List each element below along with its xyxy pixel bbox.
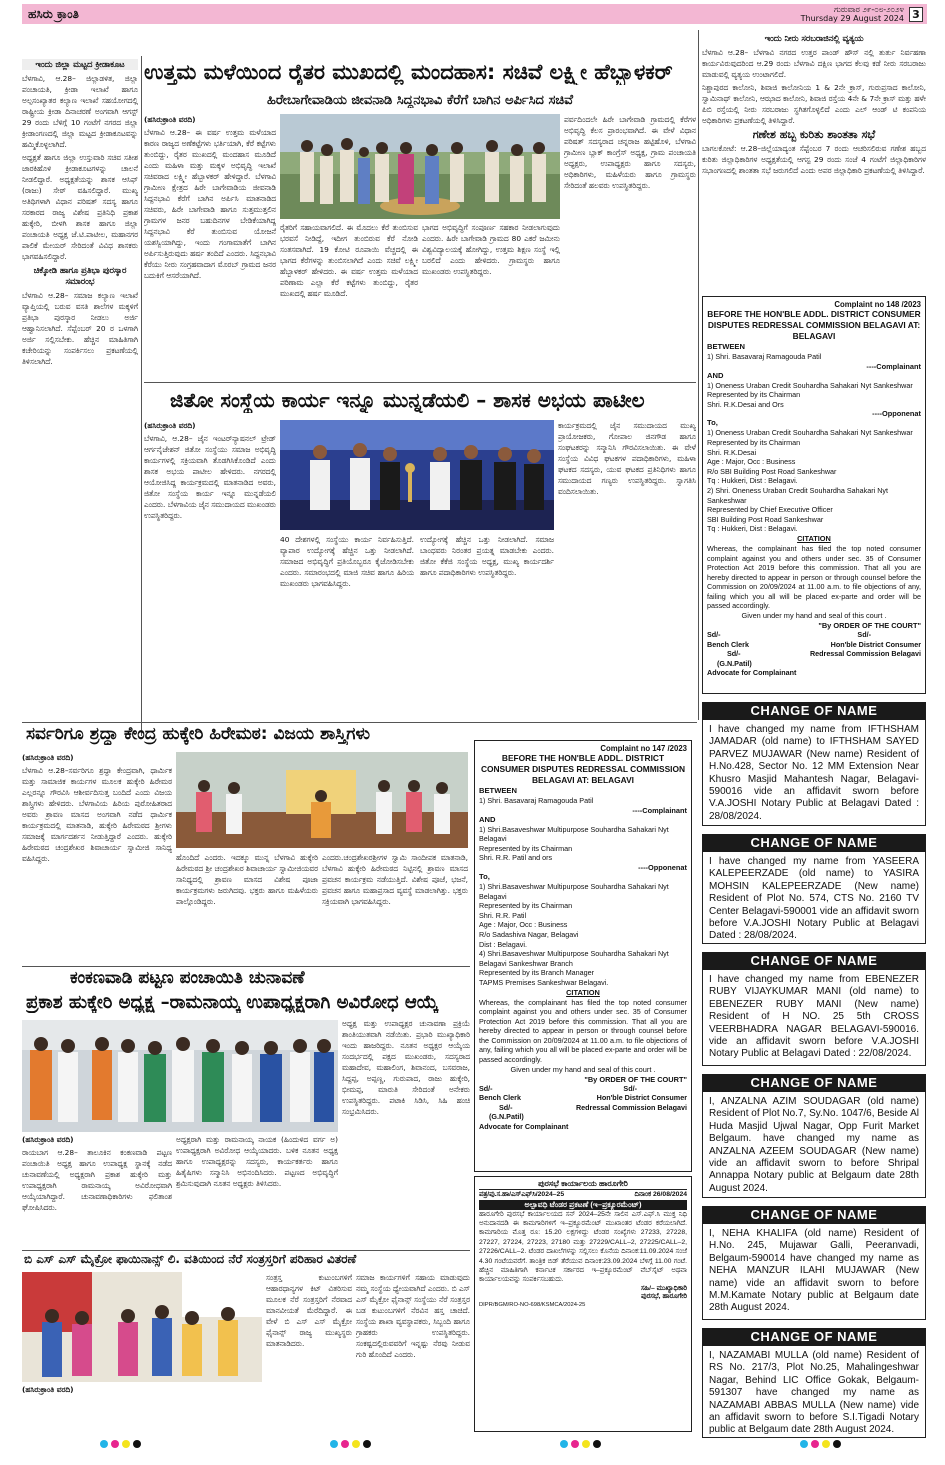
story2-body: ಕಾರ್ಯಕ್ರಮದಲ್ಲಿ ಜೈನ ಸಮುದಾಯದ ಮುಖ್ಯ ಪ್ರಾಯೋಜಕರು, ಗೋಪಾಲ ಜಿನಗೌಡ ಹಾಗೂ ಸಂಘಟಕರನ್ನು ಸನ್ಮಾನಿಸಿ ಗೌರವಿಸಲಾಯಿತು. ಈ ವೇಳೆ ಸಂಸ್ಥೆಯ ವಿವಿಧ ಘಟಕಗಳ ಪದಾಧಿಕಾರಿಗಳು, ಮಹಿಳಾ ಘಟಕದ ಸದಸ್ಯರು, ಯುವ ಘಟಕದ ಪ್ರತಿನಿಧಿಗಳು ಹಾಗೂ ಸಮುದಾಯದ ಗಣ್ಯರು ಉಪಸ್ಥಿತರಿದ್ದರು. ಸ್ವಾಗತಿಸಿ ವಂದಿಸಲಾಯಿತು. <box>558 421 696 496</box>
dateline: (ಹಸಿರುಕ್ರಾಂತಿ ವರದಿ) <box>144 115 196 124</box>
sd-left: Sd/- <box>707 630 721 640</box>
to-line: R/o SBI Building Post Road Sankeshwar <box>707 466 837 476</box>
left-brief-title: ಇಂದು ಜಿಲ್ಲಾ ಮಟ್ಟದ ಕ್ರೀಡಾಕೂಟ <box>22 59 138 70</box>
story3-body: ಎಂದರು.ಚಂದ್ರಶೇಖರಶ್ರೀಗಳ ಸ್ವಾಮಿ ಸಾಂದೀಪಕ ಮಾತನಾಡಿ, ಬೆಳಗಾವಿ ಹುಕ್ಕೇರಿ ಹಿರೇಮಠದ ನಿಟ್ಟಿನಲ್ಲಿ ಶ್ರಾವಣ ಮಾಸದ ಪ್ರವಚನ ಕಾರ್ಯಕ್ರಮ ನಡೆಯುತ್ತಿದೆ. ವಿಶೇಷ ಪೂಜೆ, ಭಜನೆ, ಪ್ರವಚನ ಹಾಗೂ ಮಹಾಪ್ರಸಾದ ವ್ಯವಸ್ಥೆ ಮಾಡಲಾಗಿತ್ತು. ಭಕ್ತರು ಸಕ್ರಿಯವಾಗಿ ಭಾಗವಹಿಸಿದ್ದರು. <box>322 853 468 906</box>
change-of-name-heading: CHANGE OF NAME <box>702 1074 926 1092</box>
redress-line: Redressal Commission Belagavi <box>575 1102 687 1112</box>
story2-column-2 <box>280 534 414 720</box>
court-title: BEFORE THE HON'BLE ADDL. DISTRICT CONSUMER DISPUTES REDRESSAL COMMISSION BELAGAVI AT: BELAGAVI <box>707 309 921 341</box>
opponent-rep: Represented by its Chairman <box>479 843 573 853</box>
lead-headline: ಉತ್ತಮ ಮಳೆಯಿಂದ ರೈತರ ಮುಖದಲ್ಲಿ ಮಂದಹಾಸ: ಸಚಿವೆ ಲಕ್ಷ್ಮೀ ಹೆಬ್ಬಾಳಕರ್ <box>144 60 673 84</box>
change-of-name-body: I, ANZALNA AZIM SOUDAGAR (old name) Resident of Plot No.7, Sy.No. 1047/6, Beside Al Huda Masjid Ujwal Nagar, Opp Furit Market Belgaum. have changed my name as ANZALNA AZEEM SOUDAGAR (New name) vide an affidavit sworn to before Shripal Annappa Notary public at Belgaum date 28th August 2024. <box>702 1092 926 1198</box>
story3-body: ಬೆಳಗಾವಿ ಆ.28–ಸರ್ವರಿಗೂ ಶ್ರದ್ಧಾ ಕೇಂದ್ರವಾಗಿ, ಧಾರ್ಮಿಕ ಮತ್ತು ಸಾಮಾಜಿಕ ಕಾರ್ಯಗಳ ಮೂಲಕ ಹುಕ್ಕೇರಿ ಹಿರೇಮಠ ಎಲ್ಲರನ್ನೂ ಗೌರವಿಸಿ ಆಶೀರ್ವದಿಸುತ್ತ ಬಂದಿದೆ ಎಂದು ವಿಜಯ ಶಾಸ್ತ್ರಿಗಳು ಹೇಳಿದರು. ಬೆಳಗಾವಿಯ ಹಿರಿಯ ಪುರೋಹಿತರಾದ ಅವರು ಶ್ರಾವಣ ಮಾಸದ ಅಂಗವಾಗಿ ನಡೆದ ಧಾರ್ಮಿಕ ಕಾರ್ಯಕ್ರಮದಲ್ಲಿ ಮಾತನಾಡಿ, ಹುಕ್ಕೇರಿ ಹಿರೇಮಠದ ಶ್ರೀಗಳು ಸಮಾಜಕ್ಕೆ ಮಾರ್ಗದರ್ಶನ ನೀಡುತ್ತಿದ್ದಾರೆ ಎಂದರು. ಹುಕ್ಕೇರಿ ಹಿರೇಮಠದ ಚಂದ್ರಶೇಖರ ಶಿವಾಚಾರ್ಯ ಸ್ವಾಮೀಜಿ ಸಾನಿಧ್ಯ ವಹಿಸಿದ್ದರು. <box>22 766 172 863</box>
right-brief-para: ನಿಶ್ಚಾಪುರದ ಕಾಲೋನಿ, ಶಿವಾಜಿ ಕಾಲೋನಿಯ 1 & 2ನೇ ಕ್ರಾಸ್, ಗುರುಪ್ರಸಾದ ಕಾಲೋನಿ, ಸ್ವಾಮಿನಾಥ್ ಕಾಲೋನಿ, ಆಝಾದ ಕಾಲೋನಿ, ಶಿವಾಜಿ ರಸ್ತೆಯ 4ನೇ & 7ನೇ ಕ್ರಾಸ್ ಮತ್ತು ಹಳೇ ಪಿಬಿ ರಸ್ತೆಯಲ್ಲಿ ನೀರು ಸರಬರಾಜು ಸ್ಥಗಿತಗೊಳ್ಳಲಿದೆ ಎಂದು ಎಲ್ ಆಂಡ್ ಟಿ ಕಂಪನಿಯ ಅಧಿಕಾರಿಗಳು ಪ್ರಕಟಣೆಯಲ್ಲಿ ತಿಳಿಸಿದ್ದಾರೆ. <box>702 83 926 125</box>
to-line: Tq : Hukkeri, Dist : Belagavi. <box>707 524 798 534</box>
complainant-role: ----Complainant <box>632 805 687 815</box>
registration-marks <box>560 1440 601 1448</box>
lead-column-3 <box>422 222 560 340</box>
order-line: "By ORDER OF THE COURT" <box>584 1074 687 1084</box>
to-line: Represented by its Chairman <box>479 901 573 911</box>
lead-body: ರೈತರಿಗೆ ಸಹಾಯವಾಗಲಿದೆ. ಈ ಮೊದಲು ಕೆರೆ ತುಂಬಿಸುವ ಭರವಸೆ ನೀಡಿದ್ದೆ, ಇದೀಗ ತುಂಬಿರುವ ಕೆರೆ ನೋಡಿ ಸಂತಸವಾಗಿದೆ. 19 ಕೋಟಿ ರೂಪಾಯಿ ವೆಚ್ಚದಲ್ಲಿ ಈ ಭಾಗದ ಕೆರೆಗಳನ್ನು ತುಂಬಿಸಲಾಗಿದೆ ಎಂದು ಸಚಿವೆ ಲಕ್ಷ್ಮೀ ಹೆಬ್ಬಾಳಕರ್ ಹೇಳಿದರು. ಈ ವರ್ಷ ಉತ್ತಮ ಮಳೆಯಾದ ಪರಿಣಾಮ ಎಲ್ಲಾ ಕೆರೆ ಕಟ್ಟೆಗಳು ತುಂಬಿದ್ದು, ರೈತರ ಮುಖದಲ್ಲಿ ಹರ್ಷ ಮೂಡಿದೆ. <box>280 223 418 298</box>
court-title: BEFORE THE HON'BLE ADDL. DISTRICT CONSUMER DISPUTES REDRESSAL COMMISSION BELAGAVI AT: BELAGAVI <box>480 753 686 785</box>
gn-patil: (G.N.Patil) <box>489 1112 524 1122</box>
registration-dot <box>582 1440 590 1448</box>
story4-body: ರಾಯಬಾಗ ಆ.28– ತಾಲೂಕಿನ ಕಂಕಣವಾಡಿ ಪಟ್ಟಣ ಪಂಚಾಯಿತಿ ಅಧ್ಯಕ್ಷ ಹಾಗೂ ಉಪಾಧ್ಯಕ್ಷ ಸ್ಥಾನಕ್ಕೆ ನಡೆದ ಚುನಾವಣೆಯಲ್ಲಿ ಅಧ್ಯಕ್ಷರಾಗಿ ಪ್ರಕಾಶ ಹುಕ್ಕೇರಿ ಮತ್ತು ಉಪಾಧ್ಯಕ್ಷರಾಗಿ ರಾಮನಾಯ್ಕ ಅವಿರೋಧವಾಗಿ ಆಯ್ಕೆಯಾಗಿದ್ದಾರೆ. ಚುನಾವಣಾಧಿಕಾರಿಗಳು ಫಲಿತಾಂಶ ಘೋಷಿಸಿದರು. <box>22 1148 172 1212</box>
story2-column-1 <box>144 420 276 720</box>
left-brief-title-2: ಚಿಕ್ಕೋಡಿ ಹಾಗೂ ಪ್ರತಿಭಾ ಪುರಸ್ಕಾರ ಸಮಾರಂಭ <box>33 265 127 286</box>
story5-dateline-block <box>22 1384 262 1432</box>
story2-photo <box>280 420 554 530</box>
bench-clerk: Bench Clerk <box>479 1093 521 1103</box>
story3-column-1 <box>22 752 172 964</box>
story3-headline: ಸರ್ವರಿಗೂ ಶ್ರದ್ಧಾ ಕೇಂದ್ರ ಹುಕ್ಕೇರಿ ಹಿರೇಮಠ: ವಿಜಯ ಶಾಸ್ತ್ರಿಗಳು <box>26 724 371 744</box>
left-brief-column <box>22 56 138 736</box>
advocate-line: Advocate for Complainant <box>707 668 797 678</box>
change-of-name-heading: CHANGE OF NAME <box>702 1328 926 1346</box>
left-brief-para: ಬೆಳಗಾವಿ, ಆ.28– ಜಿಲ್ಲಾಡಳಿತ, ಜಿಲ್ಲಾ ಪಂಚಾಯತಿ, ಕ್ರೀಡಾ ಇಲಾಖೆ ಹಾಗೂ ಅಲ್ಪಸಂಖ್ಯಾತರ ಕಲ್ಯಾಣ ಇಲಾಖೆ ಸಹಯೋಗದಲ್ಲಿ ರಾಷ್ಟ್ರೀಯ ಕ್ರೀಡಾ ದಿನಾಚರಣೆ ಅಂಗವಾಗಿ ಆಗಸ್ಟ್ 29 ರಂದು ಬೆಳಿಗ್ಗೆ 10 ಗಂಟೆಗೆ ನಗರದ ಜಿಲ್ಲಾ ಕ್ರೀಡಾಂಗಣದಲ್ಲಿ ಜಿಲ್ಲಾ ಮಟ್ಟದ ಕ್ರೀಡಾಕೂಟವನ್ನು ಹಮ್ಮಿಕೊಳ್ಳಲಾಗಿದೆ. <box>22 74 138 149</box>
registration-dot <box>560 1440 568 1448</box>
lead-column-2 <box>280 222 418 340</box>
to-line: Represented by its Chairman <box>707 437 801 447</box>
sd-right: Sd/- <box>623 1083 637 1093</box>
tender-code: DIPR/BGM/RO-NO-698/KSMCA/2024-25 <box>479 1301 586 1308</box>
story2-headline: ಜಿತೋ ಸಂಸ್ಥೆಯ ಕಾರ್ಯ ಇನ್ನೂ ಮುನ್ನಡೆಯಲಿ – ಶಾಸಕ ಅಭಯ ಪಾಟೀಲ <box>170 388 645 412</box>
citation-label: CITATION <box>797 533 831 543</box>
to-line: 2) Shri. Oneness Uraban Credit Souhardha Sahakari Nyt Sankeshwar <box>707 485 888 505</box>
change-of-name-body: I have changed my name from IFTHSHAM JAMADAR (old name) to IFTHSHAM SAYED PARVEZ MUJAWAR (New name) Resident of H.No.428, Sector No. 12 MM Extension Near Khusro Masjid Mahantesh Nagar, Belagavi-590016 vide an affidavit sworn before V.A.JOSHI Notary Public at Belagavi Dated : 28/08/2024. <box>702 720 926 826</box>
to-line: Represented by its Branch Manager <box>479 968 595 978</box>
complainant-name: 1) Shri. Basavaraj Ramagouda Patil <box>707 352 822 361</box>
story2-body: ಬೆಳಗಾವಿ, ಆ.28– ಜೈನ ಇಂಟರ್‌ನ್ಯಾಷನಲ್ ಟ್ರೇಡ್ ಆರ್ಗನೈಜೇಶನ್ ಜಿತೋ ಸಂಸ್ಥೆಯು ಸಮಾಜ ಅಭಿವೃದ್ಧಿ ಕಾರ್ಯಗಳಲ್ಲಿ ಸಕ್ರಿಯವಾಗಿ ತೊಡಗಿಸಿಕೊಂಡಿದೆ ಎಂದು ಶಾಸಕ ಅಭಯ ಪಾಟೀಲ ಹೇಳಿದರು. ನಗರದಲ್ಲಿ ಆಯೋಜಿಸಿದ್ದ ಕಾರ್ಯಕ್ರಮದಲ್ಲಿ ಮಾತನಾಡಿದ ಅವರು, ಜಿತೋ ಸಂಸ್ಥೆಯ ಕಾರ್ಯ ಇನ್ನೂ ಮುನ್ನಡೆಯಲಿ ಎಂದರು. ಬೆಳಗಾವಿಯ ಜೈನ ಸಮುದಾಯದ ಮುಖಂಡರು ಉಪಸ್ಥಿತರಿದ್ದರು. <box>144 434 276 520</box>
to-line: Age : Major, Occ : Business <box>707 457 796 467</box>
lead-subhead: ಹಿರೇಬಾಗೇವಾಡಿಯ ಜೀವನಾಡಿ ಸಿದ್ದನಭಾವಿ ಕೆರೆಗೆ ಬಾಗಿನ ಅರ್ಪಿಸಿದ ಸಚಿವೆ <box>266 93 573 108</box>
tender-sign-1: ಸಹಿ/– ಮುಖ್ಯಾಧಿಕಾರಿ <box>640 1284 687 1292</box>
registration-dot <box>122 1440 130 1448</box>
story2-column-4 <box>558 420 696 720</box>
story4-photo <box>22 1020 338 1132</box>
story4-column-3 <box>342 1018 470 1246</box>
right-brief-title-2: ಗಣೇಶ ಹಬ್ಬ ಕುರಿತು ಶಾಂತತಾ ಸಭೆ <box>752 128 876 141</box>
tender-sign-2: ಪುರಸಭೆ, ಹಾರೂಗೇರಿ <box>641 1292 687 1300</box>
story5-column-2 <box>356 1272 470 1432</box>
story3-photo <box>176 752 468 848</box>
story5-column-1 <box>266 1272 352 1432</box>
story5-photo <box>22 1272 262 1382</box>
complaint-number: Complaint no 147 /2023 <box>600 744 687 753</box>
advocate-line: Advocate for Complainant <box>479 1122 569 1132</box>
sd-left: Sd/- <box>479 1083 493 1093</box>
change-of-name-body: I, NAZAMABI MULLA (old name) Resident of RS No. 217/3, Plot No.25, Mahalingeshwar Nagar, Behind LIC Office Gokak, Belgaum-591307 have changed my name as NAZAMABI ABBAS MULLA (New name) vide an affidavit sworn to before S.I.Tigadi Notary public at Belgaum date 28th August 2024. <box>702 1346 926 1438</box>
opponent-role: ----Opponenat <box>638 862 687 872</box>
hon-line: Hon'ble District Consumer <box>830 639 921 649</box>
citation-body: Whereas, the complainant has filed the top noted consumer complaint against you and others under sec. 35 of Consumer Protection Act 2019 before this commission. That all you are hereby directed to appear in person or through counsel before the Commission on 20/09/2024 at 11.00 a.m. to file objections of any, failing which you all will be placed ex-parte and order will be passed accordingly. <box>479 997 687 1065</box>
story4-headline-2: ಪ್ರಕಾಶ ಹುಕ್ಕೇರಿ ಅಧ್ಯಕ್ಷ –ರಾಮನಾಯ್ಕ ಉಪಾಧ್ಯಕ್ಷರಾಗಿ ಅವಿರೋಧ ಆಯ್ಕೆ <box>26 992 439 1013</box>
to-line: Tq : Hukkeri, Dist : Belagavi. <box>707 476 798 486</box>
change-of-name-body: I have changed my name from EBENEZER RUBY VIJAYKUMAR MANI (old name) to EBENEZER RUBY MANI (New name) Resident of H NO. 25 5th CROSS VEERBHADRA NAGAR BELAGAVI-590016. vide an affidavit sworn before V.A.JOSHI Notary Public at Belagavi Dated : 22/08/2024. <box>702 970 926 1066</box>
complaint-number: Complaint no 148 /2023 <box>834 300 921 309</box>
to-label: To, <box>707 418 718 428</box>
to-label: To, <box>479 871 490 881</box>
opponent-1: 1) Oneness Uraban Credit Souhardha Sahakari Nyt Sankeshwar <box>707 380 913 390</box>
dateline: (ಹಸಿರುಕ್ರಾಂತಿ ವರದಿ) <box>22 1385 74 1394</box>
story4-column-2 <box>176 1134 338 1246</box>
change-of-name-heading: CHANGE OF NAME <box>702 952 926 970</box>
lead-body: ಬೆಳಗಾವಿ ಆ.28– ಈ ವರ್ಷ ಉತ್ತಮ ಮಳೆಯಾದ ಕಾರಣ ರಾಜ್ಯದ ಅಣೆಕಟ್ಟೆಗಳು ಭರ್ತಿಯಾಗಿ, ಕೆರೆ ಕಟ್ಟೆಗಳು ತುಂಬಿದ್ದು, ರೈತರ ಮುಖದಲ್ಲಿ ಮಂದಹಾಸ ಮೂಡಿದೆ ಎಂದು ಮಹಿಳಾ ಮತ್ತು ಮಕ್ಕಳ ಅಭಿವೃದ್ಧಿ ಇಲಾಖೆ ಸಚಿವರಾದ ಲಕ್ಷ್ಮೀ ಹೆಬ್ಬಾಳಕರ್ ಹೇಳಿದ್ದಾರೆ. ಬೆಳಗಾವಿ ಗ್ರಾಮೀಣ ಕ್ಷೇತ್ರದ ಹಿರೇ ಬಾಗೇವಾಡಿಯ ಜೀವನಾಡಿ ಸಿದ್ದನಭಾವಿ ಕೆರೆಗೆ ಬಾಗಿನ ಅರ್ಪಿಸಿ ಮಾತನಾಡಿದ ಸಚಿವರು, ಹಿರೇ ಬಾಗೇವಾಡಿ ಹಾಗೂ ಸುತ್ತಮುತ್ತಲಿನ ಗ್ರಾಮಗಳ ಜನರ ಬಹುದಿನಗಳ ಬೇಡಿಕೆಯಾಗಿದ್ದ ಸಿದ್ದನಭಾವಿ ಕೆರೆ ತುಂಬಿಸುವ ಯೋಜನೆ ಯಶಸ್ವಿಯಾಗಿದ್ದು, ಇಂದು ಗಂಗಾಮಾತೆಗೆ ಬಾಗಿನ ಅರ್ಪಿಸುತ್ತಿರುವುದು ಹರ್ಷ ತಂದಿದೆ ಎಂದರು. ಸಿದ್ದನಭಾವಿ ಕೆರೆಯು ನೀರು ಸಂಗ್ರಹವಾದಾಗ ಮೊರಬ್ ಗ್ರಾಮದ ಜನರ ಬದುಕಿಗೆ ಆಸರೆಯಾಗಿದೆ. <box>144 128 276 280</box>
tender-body: ಹಾರೂಗೇರಿ ಪುರಸಭೆ ಕಾರ್ಯಾಲಯದ ಸನ್ 2024–25ನೇ ಸಾಲಿನ ಎಸ್.ಎಫ್.ಸಿ ಮುಕ್ತ ನಿಧಿ ಅನುದಾನದಡಿ ಈ ಕಾಮಗಾರಿಗಳಿಗೆ ಇ–ಪ್ರಕ್ಯೂರಮೆಂಟ್ ಮುಖಾಂತರ ಟೆಂಡರ ಕರೆಯಲಾಗಿದೆ. ಕಾಮಗಾರಿಯ ಮೊತ್ತ ರೂ: 15.20 ಲಕ್ಷಗಳಿದ್ದು ಟೆಂಡರ ಸಂಖ್ಯೆಗಳು 27233, 27228, 27227, 27224, 27223, 27180 ಮತ್ತು 27229/CALL–2, 27225/CALL–2, 27226/CALL–2. ಟೆಂಡರ ದಾಖಲೆಗಳನ್ನು ಸಲ್ಲಿಸಲು ಕೊನೆಯ ದಿನಾಂಕ:11.09.2024 ಸಂಜೆ 4.30 ಗಂಟೆಯವರೆಗೆ. ತಾಂತ್ರಿಕ ಬಿಡ್ ತೆರೆಯುವ ದಿನಾಂಕ:23.09.2024 ಬೆಳಿಗ್ಗೆ 11.00 ಗಂಟೆ. ಹೆಚ್ಚಿನ ಮಾಹಿತಿಗಾಗಿ ಕರ್ನಾಟಕ ಸರ್ಕಾರದ ಇ–ಪ್ರಕ್ಯೂರಮೆಂಟ್ ವೆಬ್‌ಸೈಟ್ ಅಥವಾ ಕಾರ್ಯಾಲಯವನ್ನು ಸಂಪರ್ಕಿಸಬಹುದು. <box>479 1210 687 1284</box>
redress-line: Redressal Commission Belagavi <box>809 649 921 659</box>
tender-office: ಪುರಸಭೆ ಕಾರ್ಯಾಲಯ ಹಾರೂಗೇರಿ <box>479 1179 687 1190</box>
registration-dot <box>800 1440 808 1448</box>
to-line: Shri. R.K.Desai <box>707 447 757 457</box>
registration-marks <box>330 1440 371 1448</box>
order-line: "By ORDER OF THE COURT" <box>818 621 921 631</box>
opponent-rep: Represented by its Chairman <box>707 390 801 400</box>
given-line: Given under my hand and seal of this court . <box>510 1064 656 1074</box>
between-label: BETWEEN <box>479 786 517 795</box>
story4-headline-1: ಕಂಕಣವಾಡಿ ಪಟ್ಟಣ ಪಂಚಾಯಿತಿ ಚುನಾವಣೆ <box>70 968 305 988</box>
story3-column-3 <box>322 852 468 964</box>
to-line: 4) Shri.Basaveshwar Multipurpose Souhardha Sahakari Nyt Belagavi Sankeshwar Branch <box>479 949 669 968</box>
opponent-role: ----Opponenat <box>872 409 921 419</box>
masthead <box>22 4 927 24</box>
dateline: (ಹಸಿರುಕ್ರಾಂತಿ ವರದಿ) <box>22 753 74 762</box>
citation-body: Whereas, the complainant has filed the top noted consumer complaint against you and others under sec. 35 of Consumer Protection Act 2019 before this commission. That all you are hereby directed to appear in person or through counsel before the Commission on 20/09/2024 at 11.00 a.m. to file objections of any, failing which you all will be placed ex-parte and order will be passed accordingly. <box>707 543 921 611</box>
citation-label: CITATION <box>566 987 600 997</box>
registration-dot <box>811 1440 819 1448</box>
tender-notice <box>474 1176 692 1432</box>
and-label: AND <box>707 370 724 380</box>
registration-marks <box>100 1440 141 1448</box>
tender-date: ದಿನಾಂಕ 26/08/2024 <box>634 1191 687 1198</box>
complaint-148-notice <box>702 296 926 694</box>
to-line: SBI Building Post Road Sankeshwar <box>707 514 824 524</box>
tender-ref: ಪತ್ರ/ಪು.ಸ.ಹಾ/ಎಸ್‌ಎಫ್‌ಸಿ/2024–25 <box>479 1191 565 1198</box>
right-brief-para: ಬಾಗಲಕೋಟೆ: ಆ.28–ಜಿಲ್ಲೆಯಾದ್ಯಂತ ಸೆಪ್ಟೆಂಬರ 7 ರಂದು ಆಚರಿಸಲಿರುವ ಗಣೇಶ ಹಬ್ಬದ ಕುರಿತು ಜಿಲ್ಲಾಧಿಕಾರಿಗಳ ಅಧ್ಯಕ್ಷತೆಯಲ್ಲಿ ಆಗಸ್ಟ 29 ರಂದು ಸಂಜೆ 4 ಗಂಟೆಗೆ ಜಿಲ್ಲಾಧಿಕಾರಿಗಳ ಸಭಾಂಗಣದಲ್ಲಿ ಶಾಂತತಾ ಸಭೆ ಜರುಗಲಿದೆ ಎಂದು ಅಪರ ಜಿಲ್ಲಾಧಿಕಾರಿ ಪ್ರಕಟಣೆಯಲ್ಲಿ ತಿಳಿಸಿದ್ದಾರೆ. <box>702 144 926 175</box>
sd-3: Sd/- <box>499 1102 513 1112</box>
story5-body: ಸಮಾಜ ಕಾರ್ಯಗಳಿಗೆ ಸಹಾಯ ಮಾಡುವುದು ನಮ್ಮ ಸಂಸ್ಥೆಯ ಧ್ಯೇಯವಾಗಿದೆ ಎಂದರು. ಬಿ ಎಸ್ ಎಸ್ ಮೈಕ್ರೋ ಫೈನಾನ್ಸ್ ಸಂಸ್ಥೆಯು ನೆರೆ ಸಂತ್ರಸ್ತರ ಬಡ ಕುಟುಂಬಗಳಿಗೆ ನೆರವಿನ ಹಸ್ತ ಚಾಚಿದೆ. ಸಂಸ್ಥೆಯ ಶಾಖಾ ವ್ಯವಸ್ಥಾಪಕರು, ಸಿಬ್ಬಂದಿ ಹಾಗೂ ಗ್ರಾಹಕರು ಉಪಸ್ಥಿತರಿದ್ದರು. ಸಂಕಷ್ಟದಲ್ಲಿರುವವರಿಗೆ ಇನ್ನಷ್ಟು ನೆರವು ನೀಡುವ ಗುರಿ ಹೊಂದಿದೆ ಎಂದರು. <box>356 1273 470 1359</box>
hon-line: Hon'ble District Consumer <box>596 1093 687 1103</box>
tender-title: ಅಲ್ಪಾವಧಿ ಟೆಂಡರ ಪ್ರಕಟಣೆ (ಇ–ಪ್ರಕ್ಯೂರಮೆಂಟ್) <box>479 1200 687 1210</box>
newspaper-name: ಹಸಿರು ಕ್ರಾಂತಿ <box>28 6 79 21</box>
given-line: Given under my hand and seal of this court . <box>741 611 887 621</box>
date-english: Thursday 29 August 2024 <box>800 14 904 23</box>
left-brief-para: ಅಧ್ಯಕ್ಷತೆ ಹಾಗೂ ಜಿಲ್ಲಾ ಉಸ್ತುವಾರಿ ಸಚಿವ ಸತೀಶ ಜಾರಕಿಹೊಳಿ ಕ್ರೀಡಾಕೂಟಗಳನ್ನು ಚಾಲನೆ ನೀಡಲಿದ್ದಾರೆ. ಅಧ್ಯಕ್ಷತೆಯನ್ನು ಶಾಸಕ ಆಸಿಫ್ (ರಾಜು) ಸೇಠ್ ವಹಿಸಲಿದ್ದಾರೆ. ಮುಖ್ಯ ಅತಿಥಿಗಳಾಗಿ ವಿಧಾನ ಪರಿಷತ್ ಸದಸ್ಯ ಹಾಗೂ ಸರಕಾರದ ರಾಜ್ಯ ವಿಶೇಷ ಪ್ರತಿನಿಧಿ ಪ್ರಕಾಶ ಹುಕ್ಕೇರಿ, ಬೀಳಗಿ ಶಾಸಕ ಹಾಗೂ ಜಿಲ್ಲಾ ಪಂಚಾಯತಿ ಅಧ್ಯಕ್ಷ ಜೆ.ಟಿ.ಪಾಟೀಲ, ಮಹಾನಗರ ಪಾಲಿಕೆ ಮೇಯರ್ ಸೇರಿದಂತೆ ವಿವಿಧ ಶಾಸಕರು ಭಾಗವಹಿಸಲಿದ್ದಾರೆ. <box>22 153 138 261</box>
story2-body: 40 ದೇಶಗಳಲ್ಲಿ ಸಂಸ್ಥೆಯು ಕಾರ್ಯ ನಿರ್ವಹಿಸುತ್ತಿದೆ. ವ್ಯಾಪಾರ ಉದ್ಯೋಗಕ್ಕೆ ಹೆಚ್ಚಿನ ಒತ್ತು ನೀಡಲಾಗಿದೆ. ಸಮಾಜದ ಅಭಿವೃದ್ಧಿಗೆ ಪ್ರತಿಯೊಬ್ಬರೂ ಕೈಜೋಡಿಸಬೇಕು ಎಂದರು. ಸಮಾರಂಭದಲ್ಲಿ ಮಾಜಿ ಸಚಿವ ಹಾಗೂ ಹಿರಿಯ ಮುಖಂಡರು ಭಾಗವಹಿಸಿದ್ದರು. <box>280 535 414 588</box>
registration-dot <box>341 1440 349 1448</box>
right-brief-column <box>702 30 926 292</box>
and-label: AND <box>479 814 496 824</box>
registration-dot <box>593 1440 601 1448</box>
dateline: (ಹಸಿರುಕ್ರಾಂತಿ ವರದಿ) <box>22 1135 74 1144</box>
to-line: TAPMS Premises Sankeshwar Belagavi. <box>479 977 609 987</box>
opponent-name: Shri. R.R. Patil and ors <box>479 853 553 863</box>
lead-photo <box>280 114 560 219</box>
change-of-name-heading: CHANGE OF NAME <box>702 1206 926 1224</box>
page-number: 3 <box>909 7 923 22</box>
complainant-role: ----Complainant <box>866 361 921 371</box>
left-brief-para: ಬೆಳಗಾವಿ ಆ.28– ಸಮಾಜ ಕಲ್ಯಾಣ ಇಲಾಖೆ ವ್ಯಾಪ್ತಿಯಲ್ಲಿ ಬರುವ ವಸತಿ ಶಾಲೆಗಳ ಮಕ್ಕಳಿಗೆ ಪ್ರತಿಭಾ ಪುರಸ್ಕಾರ ನೀಡಲು ಅರ್ಜಿ ಆಹ್ವಾನಿಸಲಾಗಿದೆ. ಸೆಪ್ಟೆಂಬರ್ 20 ರ ಒಳಗಾಗಿ ಅರ್ಜಿ ಸಲ್ಲಿಸಬೇಕು. ಹೆಚ್ಚಿನ ಮಾಹಿತಿಗಾಗಿ ಕಚೇರಿಯನ್ನು ಸಂಪರ್ಕಿಸಲು ಪ್ರಕಟಣೆಯಲ್ಲಿ ತಿಳಿಸಲಾಗಿದೆ. <box>22 291 138 366</box>
to-line: Age : Major, Occ : Business <box>479 920 568 930</box>
lead-body: ಭಾಗದ ಅಭಿವೃದ್ಧಿಗೆ ಸಂಪೂರ್ಣ ಸಹಕಾರ ನೀಡಲಾಗುವುದು ಎಂದರು. ಹಿರೇ ಬಾಗೇವಾಡಿ ಗ್ರಾಮದ 80 ಎಕರೆ ಜಮೀನು ವಿಶ್ವವಿದ್ಯಾಲಯಕ್ಕೆ ಹೋಗಿದ್ದು, ಉತ್ತಮ ಶಿಕ್ಷಣ ಸಂಸ್ಥೆ ಇಲ್ಲಿ ಬರಲಿದೆ ಎಂದು ಹೇಳಿದರು. ಗ್ರಾಮಸ್ಥರು ಹಾಗೂ ಮುಖಂಡರು ಉಪಸ್ಥಿತರಿದ್ದರು. <box>422 223 560 276</box>
change-of-name-body: I, NEHA KHALIFA (old name) Resident of H.No. 245, Mujawar Galli, Peeranvadi, Belgaum-590014 have changed my name as NEHA MANZUR ILAHI MUJAWAR (New name) vide an affidavit sworn to before M.M.Kamate Notary public at Belgaum date 28th August 2024. <box>702 1224 926 1320</box>
to-line: Represented by Chief Executive Officer <box>707 505 833 515</box>
complaint-147-notice <box>474 740 692 1172</box>
between-label: BETWEEN <box>707 342 745 351</box>
lead-body: ಪರ್ವದಿಂದಲೇ ಹಿರೇ ಬಾಗೇವಾಡಿ ಗ್ರಾಮದಲ್ಲಿ ಕೆರೆಗಳ ಅಭಿವೃದ್ಧಿ ಕೆಲಸ ಪ್ರಾರಂಭವಾಗಿದೆ. ಈ ವೇಳೆ ವಿಧಾನ ಪರಿಷತ್ ಸದಸ್ಯರಾದ ಚನ್ನರಾಜ ಹಟ್ಟಿಹೊಳಿ, ಬೆಳಗಾವಿ ಗ್ರಾಮೀಣ ಬ್ಲಾಕ್ ಕಾಂಗ್ರೆಸ್ ಅಧ್ಯಕ್ಷ, ಗ್ರಾಮ ಪಂಚಾಯತಿ ಅಧ್ಯಕ್ಷರು, ಉಪಾಧ್ಯಕ್ಷರು ಹಾಗೂ ಸದಸ್ಯರು, ಅಧಿಕಾರಿಗಳು, ಮಹಿಳೆಯರು ಹಾಗೂ ಗ್ರಾಮಸ್ಥರು ಸೇರಿದಂತೆ ಹಲವರು ಉಪಸ್ಥಿತರಿದ್ದರು. <box>564 115 696 190</box>
registration-dot <box>111 1440 119 1448</box>
bench-clerk: Bench Clerk <box>707 639 749 649</box>
story5-body: ಸಂತ್ರಸ್ತ ಕುಟುಂಬಗಳಿಗೆ ಆಹಾರಧಾನ್ಯಗಳ ಕಿಟ್ ವಿತರಿಸುವ ಮೂಲಕ ನೆರೆ ಸಂತ್ರಸ್ತರಿಗೆ ನೆರವಾದ ಮಾನವೀಯತೆ ಮೆರೆದಿದ್ದಾರೆ. ಈ ವೇಳೆ ಬಿ ಎಸ್ ಎಸ್ ಮೈಕ್ರೋ ಫೈನಾನ್ಸ್ ರಾಜ್ಯ ಮುಖ್ಯಸ್ಥರು ಮಾತನಾಡಿದರು. <box>266 1273 352 1348</box>
to-line: 1) Oneness Uraban Credit Souhardha Sahakari Nyt Sankeshwar <box>707 428 913 438</box>
change-of-name-heading: CHANGE OF NAME <box>702 834 926 852</box>
registration-dot <box>330 1440 338 1448</box>
opponent-1: 1) Shri.Basaveshwar Multipurpose Souhardha Sahakari Nyt Belagavi <box>479 824 669 844</box>
to-line: Shri. R.R. Patil <box>479 910 527 920</box>
complainant-name: 1) Shri. Basavaraj Ramagouda Patil <box>479 796 594 805</box>
gn-patil: (G.N.Patil) <box>717 658 752 668</box>
story5-headline: ಬಿ ಎಸ್ ಎಸ್ ಮೈಕ್ರೋ ಫಾಯಿನಾನ್ಸ್ ಲಿ. ವತಿಯಿಂದ ನೆರೆ ಸಂತ್ರಸ್ತರಿಗೆ ಪರಿಹಾರ ವಿತರಣೆ <box>24 1252 357 1266</box>
story2-body: ಉದ್ಯೋಗಕ್ಕೆ ಹೆಚ್ಚಿನ ಒತ್ತು ನೀಡಲಾಗಿದೆ. ಸಮಾಜ ಬಾಂಧವರು ನಿರಂತರ ಪ್ರಯತ್ನ ಮಾಡಬೇಕು ಎಂದರು. ಜಿತೋ ಕೆಕೆಜಿ ಸಂಸ್ಥೆಯ ಅಧ್ಯಕ್ಷ, ಮುಖ್ಯ ಕಾರ್ಯದರ್ಶಿ ಹಾಗೂ ಪದಾಧಿಕಾರಿಗಳು ಉಪಸ್ಥಿತರಿದ್ದರು. <box>420 535 554 577</box>
registration-dot <box>833 1440 841 1448</box>
lead-column-4 <box>564 114 696 340</box>
story3-column-2 <box>176 852 318 964</box>
registration-dot <box>363 1440 371 1448</box>
change-of-name-heading: CHANGE OF NAME <box>702 702 926 720</box>
registration-dot <box>133 1440 141 1448</box>
story4-body: ಅಧ್ಯಕ್ಷರಾಗಿ ಮತ್ತು ರಾಮನಾಯ್ಕ ನಾಯಕ (ಹಿಂದುಳಿದ ವರ್ಗ ಅ) ಉಪಾಧ್ಯಕ್ಷರಾಗಿ ಅವಿರೋಧ ಆಯ್ಕೆಯಾದರು. ಬಳಿಕ ನೂತನ ಅಧ್ಯಕ್ಷ ಹಾಗೂ ಉಪಾಧ್ಯಕ್ಷರನ್ನು ಸದಸ್ಯರು, ಕಾರ್ಯಕರ್ತರು ಹಾಗೂ ಹಿತೈಷಿಗಳು ಸನ್ಮಾನಿಸಿ ಅಭಿನಂದಿಸಿದರು. ಪಟ್ಟಣದ ಅಭಿವೃದ್ಧಿಗೆ ಶ್ರಮಿಸುವುದಾಗಿ ನೂತನ ಅಧ್ಯಕ್ಷರು ತಿಳಿಸಿದರು. <box>176 1135 338 1188</box>
story2-column-3 <box>420 534 554 720</box>
masthead-date-block <box>801 5 923 23</box>
to-line: R/o Sadashiva Nagar, Belagavi <box>479 929 579 939</box>
right-brief-para: ಬೆಳಗಾವಿ ಆ.28– ಬೆಳಗಾವಿ ನಗರದ ಉತ್ತರ ಪಾಂಡ್ ಹೌಸ್ ನಲ್ಲಿ ತುರ್ತು ನಿರ್ವಹಣಾ ಕಾರ್ಯವಿರುವುದರಿಂದ ಆ.29 ರಂದು ಬೆಳಗಾವಿ ದಕ್ಷಿಣ ಭಾಗದ ಕೆಲವು ಕಡೆ ನೀರು ಸರಬರಾಜು ಮಾಡುವಲ್ಲಿ ವ್ಯತ್ಯಯ ಉಂಟಾಗಲಿದೆ. <box>702 48 926 79</box>
story4-body: ಅಧ್ಯಕ್ಷ ಮತ್ತು ಉಪಾಧ್ಯಕ್ಷರ ಚುನಾವಣಾ ಪ್ರಕ್ರಿಯೆ ಶಾಂತಿಯುತವಾಗಿ ನಡೆಯಿತು. ಪ್ರಭಾರಿ ಮುಖ್ಯಾಧಿಕಾರಿ ಇಂದು ಹಾಜರಿದ್ದರು. ನೂತನ ಅಧ್ಯಕ್ಷರ ಆಯ್ಕೆಯ ಸಂದರ್ಭದಲ್ಲಿ ಪಕ್ಷದ ಮುಖಂಡರು, ಸದಸ್ಯರಾದ ಮಹಾದೇವ, ಮಹಾಲಿಂಗ, ಶಿವಾನಂದ, ಬಸವರಾಜ, ಸಿದ್ದಪ್ಪ, ಅಪ್ಪಣ್ಣ, ಗುರುಪಾದ, ರಾಜು ಹುಕ್ಕೇರಿ, ಭೀಮಪ್ಪ, ಮಾರುತಿ ಸೇರಿದಂತೆ ಅನೇಕರು ಉಪಸ್ಥಿತರಿದ್ದರು. ಪಟಾಕಿ ಸಿಡಿಸಿ, ಸಿಹಿ ಹಂಚಿ ಸಂಭ್ರಮಿಸಿದರು. <box>342 1019 470 1116</box>
to-line: 1) Shri.Basaveshwar Multipurpose Souhardha Sahakari Nyt Belagavi <box>479 881 669 901</box>
registration-dot <box>100 1440 108 1448</box>
opponent-name: Shri. R.K.Desai and Ors <box>707 399 784 409</box>
registration-dot <box>571 1440 579 1448</box>
right-brief-title: ಇಂದು ನೀರು ಸರಬರಾಜಿನಲ್ಲಿ ವ್ಯತ್ಯಯ <box>764 33 864 43</box>
lead-column-1 <box>144 114 276 340</box>
registration-dot <box>352 1440 360 1448</box>
date-kannada: ಗುರುವಾರ ೨೯-೦೮-೨೦೨೪ <box>834 5 904 14</box>
dateline: (ಹಸಿರುಕ್ರಾಂತಿ ವರದಿ) <box>144 421 196 430</box>
registration-marks <box>800 1440 841 1448</box>
story4-column-1 <box>22 1134 172 1246</box>
sd-3: Sd/- <box>727 649 741 659</box>
sd-right: Sd/- <box>857 630 871 640</box>
registration-dot <box>822 1440 830 1448</box>
story3-body: ಹೊಂದಿದೆ ಎಂದರು. ಇದಕ್ಕೂ ಮುನ್ನ ಬೆಳಗಾವಿ ಹುಕ್ಕೇರಿ ಹಿರೇಮಠದ ಶ್ರೀ ಚಂದ್ರಶೇಖರ ಶಿವಾಚಾರ್ಯ ಸ್ವಾಮೀಜಿಯವರ ಸಾನಿಧ್ಯದಲ್ಲಿ ಶ್ರಾವಣ ಮಾಸದ ವಿಶೇಷ ಪೂಜಾ ಕಾರ್ಯಕ್ರಮಗಳು ಜರುಗಿದವು. ಭಕ್ತರು ಹಾಗೂ ಮಹಿಳೆಯರು ಪಾಲ್ಗೊಂಡಿದ್ದರು. <box>176 853 318 906</box>
to-line: Dist : Belagavi. <box>479 939 527 949</box>
change-of-name-body: I have changed my name from YASEERA KALEPEERZADE (old name) to YASIRA MOHSIN KALEPEERZADE (New name) Resident of Plot No. 574, CTS No. 2160 TV Center Belagavi-590001 vide an affidavit sworn before V.A.JOSHI Notary Public at Belagavi Dated : 28/08/2024. <box>702 852 926 944</box>
